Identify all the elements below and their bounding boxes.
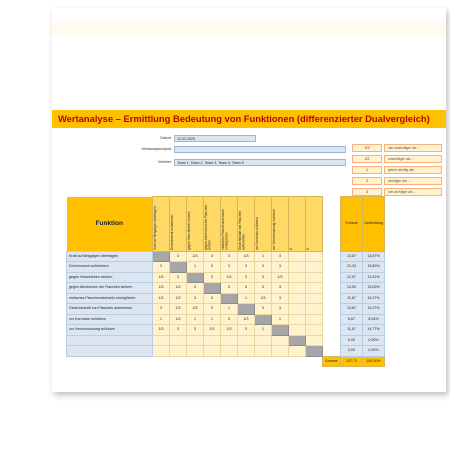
legend-value: 1 bbox=[352, 166, 382, 174]
rating-cell[interactable]: 3 bbox=[221, 283, 238, 294]
rating-cell[interactable]: 3 bbox=[170, 325, 187, 336]
rating-cell[interactable] bbox=[238, 346, 255, 357]
rating-cell[interactable] bbox=[306, 283, 323, 294]
rating-cell[interactable] bbox=[255, 335, 272, 346]
row-sum: 12,97 bbox=[341, 272, 363, 283]
rating-cell[interactable]: 3 bbox=[187, 293, 204, 304]
column-header: vor Verschmutzung schützen bbox=[272, 197, 289, 252]
rating-cell[interactable]: 3 bbox=[204, 272, 221, 283]
gap-cell bbox=[323, 335, 341, 346]
rating-cell[interactable]: 3 bbox=[272, 304, 289, 315]
rating-cell[interactable]: 1 bbox=[153, 314, 170, 325]
empty-cell bbox=[153, 356, 170, 367]
empty-cell bbox=[67, 356, 153, 367]
function-label bbox=[67, 335, 153, 346]
rating-cell[interactable]: 1 bbox=[187, 314, 204, 325]
empty-cell bbox=[272, 356, 289, 367]
rating-cell[interactable]: 1/3 bbox=[187, 251, 204, 262]
empty-cell bbox=[289, 356, 306, 367]
table-row bbox=[67, 325, 385, 336]
row-weight: 13,00% bbox=[363, 283, 385, 294]
gap-cell bbox=[323, 262, 341, 273]
legend-value: 2 bbox=[352, 177, 382, 185]
empty-cell bbox=[221, 356, 238, 367]
diagonal-cell bbox=[272, 325, 289, 336]
rating-cell[interactable] bbox=[204, 335, 221, 346]
rating-cell[interactable]: 3 bbox=[255, 272, 272, 283]
gap-cell bbox=[323, 251, 341, 262]
rating-cell[interactable]: 1/3 bbox=[153, 283, 170, 294]
function-label bbox=[67, 346, 153, 357]
rating-cell[interactable]: 3 bbox=[272, 293, 289, 304]
function-label: Drehmoment aufnehmen bbox=[67, 262, 153, 273]
rating-cell[interactable]: 1/3 bbox=[221, 272, 238, 283]
rating-cell[interactable] bbox=[221, 346, 238, 357]
legend-text: viel unwichtiger als ... bbox=[384, 144, 442, 152]
row-weight: 10,27% bbox=[363, 293, 385, 304]
rating-cell[interactable]: 1/3 bbox=[170, 283, 187, 294]
row-weight: 19,80% bbox=[363, 262, 385, 273]
column-header: gegen Verschieben sichern bbox=[187, 197, 204, 252]
weight-header: Gewichtung bbox=[363, 197, 385, 252]
diagonal-cell bbox=[187, 272, 204, 283]
matrix-body bbox=[67, 251, 385, 367]
total-weight: 100,00% bbox=[363, 356, 385, 367]
function-header: Funktion bbox=[67, 197, 153, 252]
diagonal-cell bbox=[170, 262, 187, 273]
rating-cell[interactable]: 3 bbox=[272, 262, 289, 273]
row-sum: 11,67 bbox=[341, 293, 363, 304]
empty-cell bbox=[170, 356, 187, 367]
rating-cell[interactable]: 1/3 bbox=[170, 314, 187, 325]
column-header: Gewichtskraft von Flaschen aufnehmen bbox=[238, 197, 255, 252]
rating-cell[interactable]: 1/3 bbox=[255, 293, 272, 304]
row-sum: 13,67 bbox=[341, 304, 363, 315]
rating-cell[interactable]: 3 bbox=[255, 262, 272, 273]
legend-value: 1/2 bbox=[352, 155, 382, 163]
row-sum: 8,67 bbox=[341, 314, 363, 325]
rating-cell[interactable]: 3 bbox=[204, 304, 221, 315]
rating-cell[interactable] bbox=[306, 325, 323, 336]
rating-cell[interactable] bbox=[289, 262, 306, 273]
column-header: Kraft auf Betgaigen übertragen bbox=[153, 197, 170, 252]
rating-cell[interactable] bbox=[255, 346, 272, 357]
row-sum: 13,67 bbox=[341, 251, 363, 262]
rating-cell[interactable]: 3 bbox=[204, 251, 221, 262]
rating-cell[interactable] bbox=[272, 346, 289, 357]
diagonal-cell bbox=[153, 251, 170, 262]
function-label: einfaches Flaschenwechseln ermöglichen bbox=[67, 293, 153, 304]
verteiler-field[interactable]: Team 1, Team 2, Team 3, Team 4, Team 5 bbox=[174, 159, 346, 166]
row-weight: 10,27% bbox=[363, 304, 385, 315]
gap-cell bbox=[323, 304, 341, 315]
table-row bbox=[67, 293, 385, 304]
row-sum: 14,00 bbox=[341, 283, 363, 294]
rating-cell[interactable] bbox=[170, 335, 187, 346]
rating-cell[interactable]: 1 bbox=[204, 314, 221, 325]
rating-cell[interactable] bbox=[289, 314, 306, 325]
rating-cell[interactable]: 3 bbox=[204, 262, 221, 273]
function-label: gegen Verschieben sichern bbox=[67, 272, 153, 283]
total-row bbox=[67, 356, 385, 367]
rating-cell[interactable]: 3 bbox=[255, 283, 272, 294]
rating-cell[interactable]: 1/3 bbox=[153, 325, 170, 336]
rating-cell[interactable] bbox=[187, 335, 204, 346]
row-sum: 21,33 bbox=[341, 262, 363, 273]
legend-text: unwichtiger als ... bbox=[384, 155, 442, 163]
table-row bbox=[67, 304, 385, 315]
rating-cell[interactable]: 3 bbox=[272, 283, 289, 294]
row-weight: 11,01% bbox=[363, 272, 385, 283]
function-label: vor Korrosion schützen bbox=[67, 314, 153, 325]
rating-cell[interactable] bbox=[306, 251, 323, 262]
empty-cell bbox=[204, 356, 221, 367]
rating-cell[interactable]: 1 bbox=[255, 325, 272, 336]
legend-text: viel wichtiger als ... bbox=[384, 188, 442, 196]
wertanalyseobjekt-label: Wertanalyseobjekt: bbox=[141, 147, 172, 151]
rating-cell[interactable]: 3 bbox=[187, 283, 204, 294]
datum-label: Datum: bbox=[160, 136, 172, 140]
rating-cell[interactable]: 1/3 bbox=[187, 304, 204, 315]
function-label: Gewichtskraft von Flaschen aufnehmen bbox=[67, 304, 153, 315]
column-header: gegen Abrutschen der Flaschen sichern bbox=[204, 197, 221, 252]
column-header: einfaches Flaschenwechseln ermöglichen bbox=[221, 197, 238, 252]
rating-cell[interactable]: 1/3 bbox=[153, 293, 170, 304]
gap-cell bbox=[323, 272, 341, 283]
rating-cell[interactable]: 3 bbox=[238, 272, 255, 283]
rating-cell[interactable]: 3 bbox=[221, 251, 238, 262]
gap-cell bbox=[323, 293, 341, 304]
gap-cell bbox=[323, 325, 341, 336]
comparison-matrix bbox=[66, 196, 385, 367]
legend-value: 3 bbox=[352, 188, 382, 196]
table-row bbox=[67, 346, 385, 357]
diagonal-cell bbox=[238, 304, 255, 315]
rating-cell[interactable]: 3 bbox=[238, 262, 255, 273]
rating-cell[interactable]: 3 bbox=[153, 304, 170, 315]
rating-cell[interactable] bbox=[153, 346, 170, 357]
legend-value: 1/3 bbox=[352, 144, 382, 152]
gap-cell bbox=[323, 314, 341, 325]
empty-cell bbox=[306, 356, 323, 367]
rating-cell[interactable]: 1/3 bbox=[170, 304, 187, 315]
row-weight: 14,77% bbox=[363, 325, 385, 336]
rating-cell[interactable] bbox=[306, 304, 323, 315]
rating-cell[interactable]: 3 bbox=[187, 325, 204, 336]
rating-cell[interactable] bbox=[289, 283, 306, 294]
row-weight: 0,00% bbox=[363, 346, 385, 357]
empty-cell bbox=[255, 356, 272, 367]
sum-header: Summe bbox=[341, 197, 363, 252]
function-label: vor Verschmutzung schützen bbox=[67, 325, 153, 336]
wertanalyseobjekt-field[interactable] bbox=[174, 146, 346, 153]
rating-cell[interactable] bbox=[204, 346, 221, 357]
diagonal-cell bbox=[255, 314, 272, 325]
rating-cell[interactable] bbox=[289, 272, 306, 283]
rating-cell[interactable] bbox=[289, 325, 306, 336]
empty-cell bbox=[187, 356, 204, 367]
rating-cell[interactable] bbox=[238, 335, 255, 346]
table-row bbox=[67, 272, 385, 283]
rating-cell[interactable]: 1/3 bbox=[204, 325, 221, 336]
diagonal-cell bbox=[221, 293, 238, 304]
rating-cell[interactable]: 3 bbox=[204, 293, 221, 304]
gap-cell bbox=[323, 197, 341, 252]
spreadsheet-sheet bbox=[52, 8, 446, 392]
rating-cell[interactable]: 1/3 bbox=[153, 272, 170, 283]
faded-top-band bbox=[52, 22, 446, 36]
rating-cell[interactable]: 1/3 bbox=[221, 325, 238, 336]
row-sum: 0,00 bbox=[341, 346, 363, 357]
legend-text: gleich wichtig wie ... bbox=[384, 166, 442, 174]
datum-field[interactable]: 12.03.2025 bbox=[174, 135, 256, 142]
rating-cell[interactable] bbox=[187, 346, 204, 357]
rating-cell[interactable] bbox=[289, 293, 306, 304]
empty-cell bbox=[238, 356, 255, 367]
rating-cell[interactable] bbox=[221, 335, 238, 346]
rating-cell[interactable]: 1 bbox=[221, 304, 238, 315]
table-row bbox=[67, 314, 385, 325]
row-sum: 11,67 bbox=[341, 325, 363, 336]
rating-cell[interactable]: 3 bbox=[170, 272, 187, 283]
rating-cell[interactable] bbox=[306, 262, 323, 273]
row-weight: 12,67% bbox=[363, 251, 385, 262]
rating-cell[interactable]: 1/3 bbox=[272, 272, 289, 283]
rating-cell[interactable]: 3 bbox=[255, 304, 272, 315]
sheet-title: Wertanalyse – Ermittlung Bedeutung von Funktionen (differenzierter Dualvergleich) bbox=[52, 110, 446, 128]
table-row bbox=[67, 283, 385, 294]
rating-cell[interactable]: 1 bbox=[238, 293, 255, 304]
gap-cell bbox=[323, 346, 341, 357]
column-header: vor Korrosion schützen bbox=[255, 197, 272, 252]
rating-cell[interactable]: 3 bbox=[238, 283, 255, 294]
rating-cell[interactable] bbox=[170, 346, 187, 357]
rating-cell[interactable] bbox=[289, 346, 306, 357]
column-header: 0 bbox=[306, 197, 323, 252]
rating-cell[interactable] bbox=[306, 293, 323, 304]
row-weight: 8,04% bbox=[363, 314, 385, 325]
rating-cell[interactable] bbox=[289, 251, 306, 262]
rating-cell[interactable]: 3 bbox=[238, 325, 255, 336]
diagonal-cell bbox=[289, 335, 306, 346]
rating-cell[interactable]: 3 bbox=[221, 262, 238, 273]
column-header: 0 bbox=[289, 197, 306, 252]
rating-cell[interactable] bbox=[153, 335, 170, 346]
rating-cell[interactable]: 3 bbox=[221, 314, 238, 325]
verteiler-label: Verteiler: bbox=[157, 160, 172, 164]
rating-cell[interactable]: 3 bbox=[272, 251, 289, 262]
gap-cell bbox=[323, 283, 341, 294]
rating-cell[interactable]: 3 bbox=[153, 262, 170, 273]
diagonal-cell bbox=[204, 283, 221, 294]
rating-cell[interactable]: 1 bbox=[255, 251, 272, 262]
total-label: Summe bbox=[323, 356, 341, 367]
rating-cell[interactable] bbox=[289, 304, 306, 315]
rating-cell[interactable]: 1 bbox=[272, 314, 289, 325]
diagonal-cell bbox=[306, 346, 323, 357]
rating-cell[interactable] bbox=[272, 335, 289, 346]
rating-cell[interactable]: 1/3 bbox=[238, 251, 255, 262]
rating-cell[interactable] bbox=[306, 272, 323, 283]
rating-cell[interactable]: 3 bbox=[170, 251, 187, 262]
row-weight: 0,00% bbox=[363, 335, 385, 346]
total-sum: 107,73 bbox=[341, 356, 363, 367]
table-row bbox=[67, 335, 385, 346]
rating-cell[interactable]: 1/3 bbox=[238, 314, 255, 325]
rating-cell[interactable] bbox=[306, 335, 323, 346]
rating-cell[interactable]: 1/3 bbox=[170, 293, 187, 304]
table-row bbox=[67, 262, 385, 273]
rating-cell[interactable] bbox=[306, 314, 323, 325]
table-row bbox=[67, 251, 385, 262]
rating-cell[interactable]: 1 bbox=[187, 262, 204, 273]
legend-text: wichtiger als ... bbox=[384, 177, 442, 185]
row-sum: 0,00 bbox=[341, 335, 363, 346]
function-label: Kraft auf Betgaigen übertragen bbox=[67, 251, 153, 262]
function-label: gegen Abrutschen der Flaschen sichern bbox=[67, 283, 153, 294]
column-header: Drehmoment aufnehmen bbox=[170, 197, 187, 252]
